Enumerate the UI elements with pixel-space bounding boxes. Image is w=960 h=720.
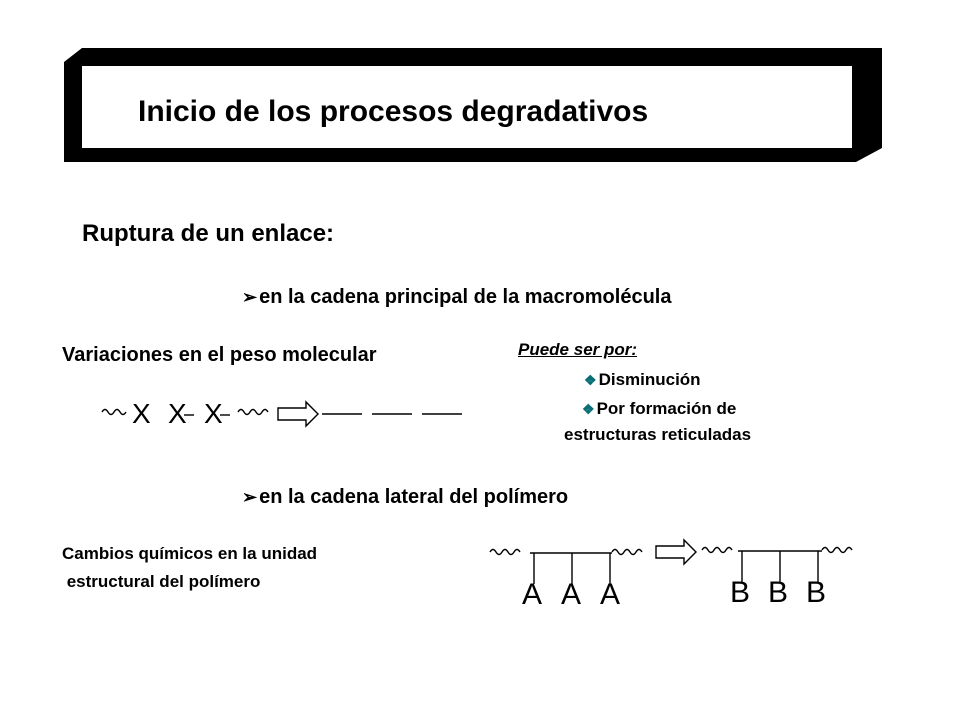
group-label: B — [806, 576, 827, 609]
main-chain-item — [242, 286, 671, 309]
reaction-arrow-icon — [656, 540, 696, 564]
wavy-chain-end-icon — [490, 550, 520, 555]
group-label: B — [768, 576, 789, 609]
side-chain-item — [242, 486, 568, 509]
cause-item — [584, 370, 701, 390]
arrow-bullet-icon: ➢ — [242, 287, 258, 307]
group-label: A — [522, 578, 543, 611]
atom-label: X — [168, 398, 187, 429]
wavy-chain-end-icon — [612, 550, 642, 555]
wavy-chain-end-icon — [822, 548, 852, 553]
diamond-bullet-icon: ❖ — [584, 372, 597, 388]
molecular-weight-label: Variaciones en el peso molecular — [62, 344, 377, 366]
title-frame-corner — [64, 48, 82, 62]
chemical-change-label: Cambios químicos en la unidad — [62, 544, 318, 563]
arrow-bullet-icon: ➢ — [242, 487, 258, 507]
group-label: A — [600, 578, 621, 611]
title-frame-corner — [856, 148, 882, 162]
chain-scission-diagram — [100, 396, 470, 440]
chemical-change-label: estructural del polímero — [62, 572, 261, 591]
group-label: A — [561, 578, 582, 611]
cause-item — [582, 399, 736, 419]
cause-text: Disminución — [598, 370, 701, 389]
side-chain-label: en la cadena lateral del polímero — [259, 486, 569, 508]
wavy-chain-end-icon — [238, 410, 268, 415]
main-chain-label: en la cadena principal de la macromolécula — [259, 286, 672, 308]
cause-heading: Puede ser por: — [518, 340, 638, 359]
wavy-chain-end-icon — [702, 548, 732, 553]
reaction-arrow-icon — [278, 402, 318, 426]
group-label: B — [730, 576, 751, 609]
slide-title: Inicio de los procesos degradativos — [138, 95, 649, 128]
subtitle: Ruptura de un enlace: — [82, 220, 335, 247]
diamond-bullet-icon: ❖ — [582, 401, 595, 417]
cause-text-continued: estructuras reticuladas — [564, 425, 752, 444]
atom-label: X — [132, 398, 151, 429]
wavy-chain-end-icon — [102, 410, 126, 415]
cause-text: Por formación de — [596, 399, 737, 418]
atom-label: X — [204, 398, 223, 429]
